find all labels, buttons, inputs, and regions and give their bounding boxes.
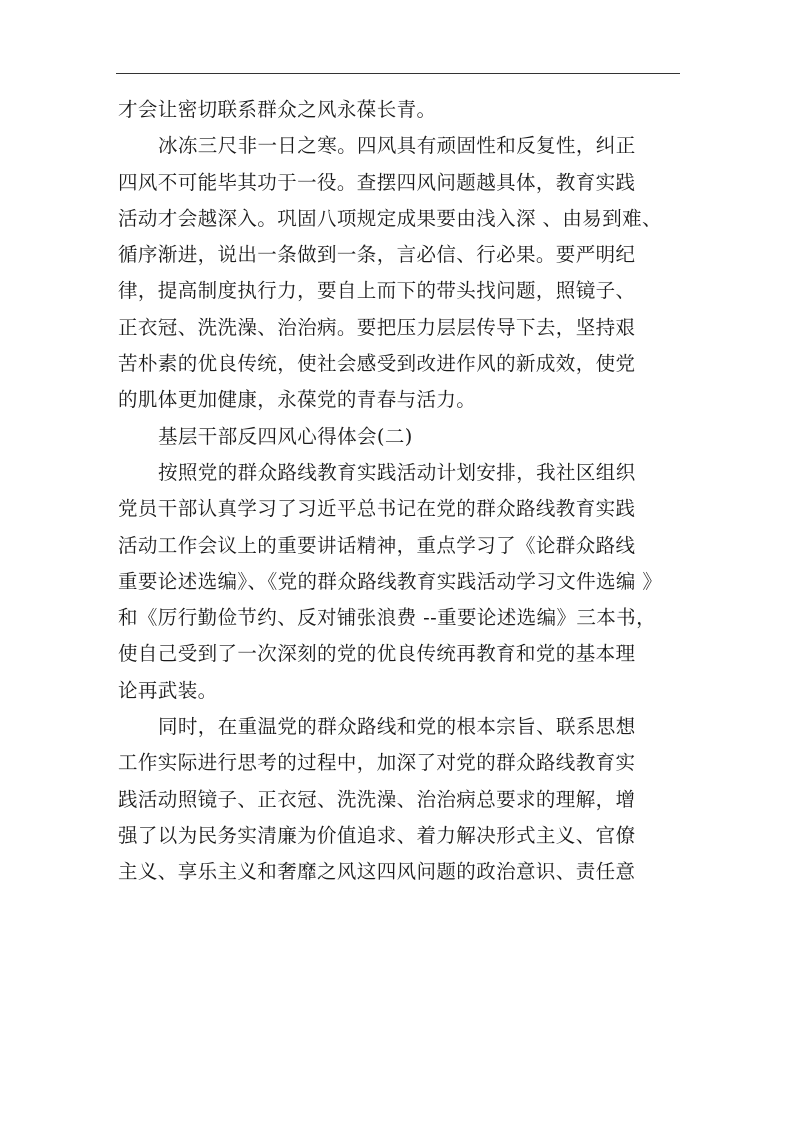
text-line: 的肌体更加健康，永葆党的青春与活力。 xyxy=(118,388,477,412)
text-line: 论再武装。 xyxy=(118,678,218,702)
text-line: 使自己受到了一次深刻的党的优良传统再教育和党的基本理 xyxy=(118,642,636,666)
text-line: 工作实际进行思考的过程中，加深了对党的群众路线教育实 xyxy=(118,751,636,775)
text-line: 重要论述选编》、《党的群众路线教育实践活动学习文件选编 》 xyxy=(118,569,663,593)
text-line: 循序渐进，说出一条做到一条，言必信、行必果。要严明纪 xyxy=(118,243,636,267)
document-body xyxy=(118,92,678,891)
text-line: 正衣冠、洗洗澡、治治病。要把压力层层传导下去，坚持艰 xyxy=(118,315,636,339)
header-rule xyxy=(116,73,680,74)
text-line: 冰冻三尺非一日之寒。四风具有顽固性和反复性，纠正 xyxy=(158,134,636,158)
text-line: 主义、享乐主义和奢靡之风这四风问题的政治意识、责任意 xyxy=(118,860,636,884)
section-heading: 基层干部反四风心得体会(二) xyxy=(158,424,413,448)
text-line: 活动才会越深入。巩固八项规定成果要由浅入深 、由易到难、 xyxy=(118,206,662,230)
text-line: 才会让密切联系群众之风永葆长青。 xyxy=(118,98,437,121)
text-line: 践活动照镜子、正衣冠、洗洗澡、治治病总要求的理解，增 xyxy=(118,787,636,811)
text-line: 四风不可能毕其功于一役。查摆四风问题越具体，教育实践 xyxy=(118,170,636,194)
text-line: 活动工作会议上的重要讲话精神，重点学习了《论群众路线 xyxy=(118,533,636,557)
text-line: 苦朴素的优良传统，使社会感受到改进作风的新成效，使党 xyxy=(118,352,636,376)
text-line: 同时，在重温党的群众路线和党的根本宗旨、联系思想 xyxy=(158,715,636,739)
text-line: 律，提高制度执行力，要自上而下的带头找问题，照镜子、 xyxy=(118,279,636,303)
text-line: 按照党的群众路线教育实践活动计划安排，我社区组织 xyxy=(158,460,636,484)
text-line: 党员干部认真学习了习近平总书记在党的群众路线教育实践 xyxy=(118,497,636,521)
text-line: 和《厉行勤俭节约、反对铺张浪费 --重要论述选编》三本书， xyxy=(118,606,656,630)
text-line: 强了以为民务实清廉为价值追求、着力解决形式主义、官僚 xyxy=(118,823,636,847)
